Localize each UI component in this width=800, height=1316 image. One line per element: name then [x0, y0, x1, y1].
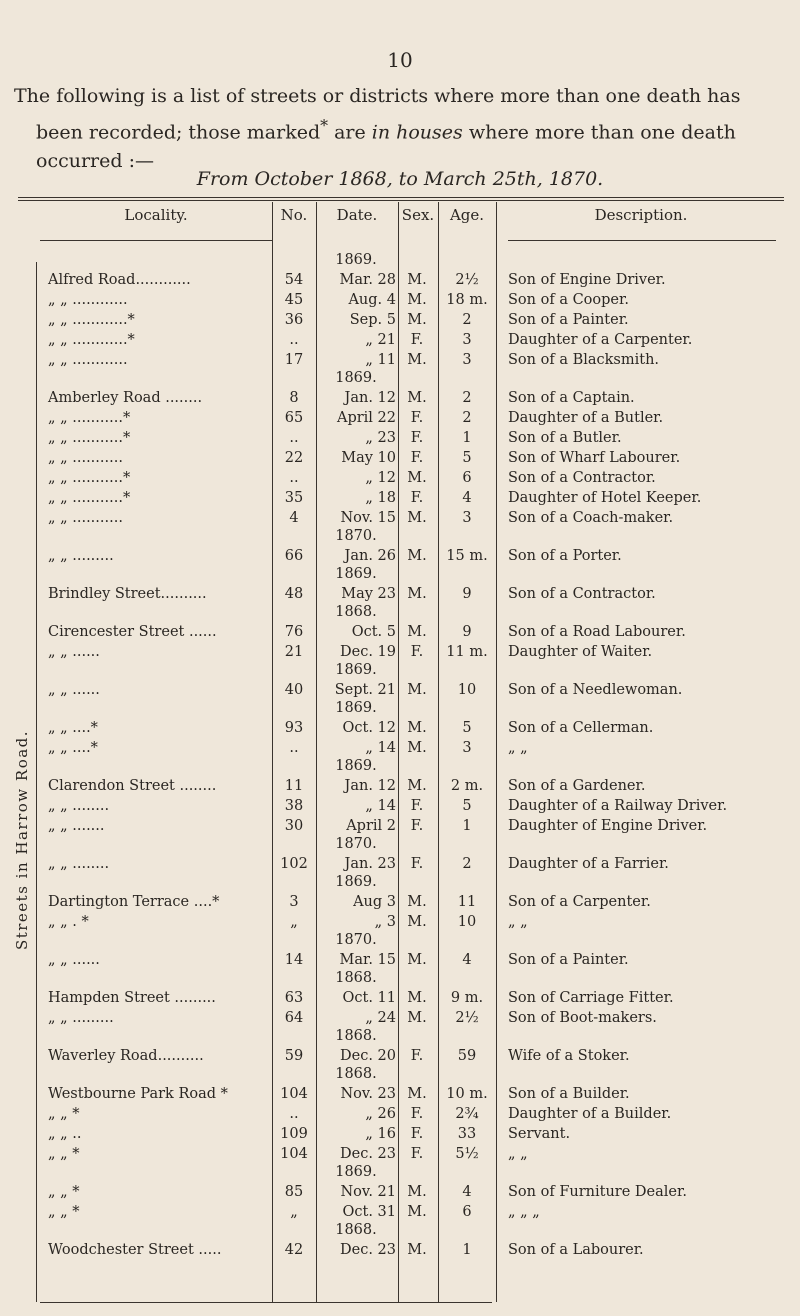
number-cell: „ [290, 1204, 298, 1220]
date-cell: Oct. 31 [342, 1204, 396, 1220]
table-row [0, 1240, 800, 1260]
date-cell: Jan. 12 [344, 390, 396, 406]
header-no: No. [280, 206, 308, 224]
locality-cell: „ „ ...........* [48, 430, 131, 446]
date-cell: Jan. 23 [344, 856, 396, 872]
date-cell: April 2 [346, 818, 396, 834]
locality-cell: Westbourne Park Road * [48, 1086, 228, 1102]
age-cell: 9 [462, 586, 472, 602]
number-cell: 65 [284, 410, 304, 426]
description-cell: Son of a Painter. [508, 312, 629, 328]
locality-cell: Clarendon Street ........ [48, 778, 217, 794]
age-cell: 5 [462, 720, 472, 736]
locality-cell: „ „ * [48, 1106, 80, 1122]
age-cell: 2 [462, 410, 472, 426]
sex-cell: M. [407, 1086, 427, 1102]
age-cell: 18 m. [446, 292, 488, 308]
number-cell: 3 [289, 894, 299, 910]
description-cell: Son of a Porter. [508, 548, 622, 564]
table-row [0, 912, 800, 932]
date-cell: „ 23 [365, 430, 396, 446]
locality-cell: „ „ ....... [48, 818, 105, 834]
year-label: 1869. [335, 566, 377, 582]
description-cell: Son of a Cooper. [508, 292, 629, 308]
age-cell: 2 [462, 312, 472, 328]
sex-cell: M. [407, 292, 427, 308]
number-cell: 54 [284, 272, 304, 288]
table-row [0, 796, 800, 816]
number-cell: 59 [284, 1048, 304, 1064]
description-cell: Daughter of Waiter. [508, 644, 653, 660]
description-cell: Son of a Butler. [508, 430, 622, 446]
table-row [0, 738, 800, 758]
number-cell: 48 [284, 586, 304, 602]
locality-cell: „ „ * [48, 1184, 80, 1200]
sex-cell: M. [407, 470, 427, 486]
sex-cell: M. [407, 1184, 427, 1200]
date-cell: „ 26 [365, 1106, 396, 1122]
sex-cell: F. [410, 856, 424, 872]
locality-cell: „ „ ...........* [48, 410, 131, 426]
year-label: 1869. [335, 370, 377, 386]
intro-italic: in houses [371, 121, 463, 144]
description-cell: Son of a Needlewoman. [508, 682, 683, 698]
table-row [0, 1104, 800, 1124]
number-cell: .. [289, 470, 299, 486]
locality-cell: Cirencester Street ...... [48, 624, 217, 640]
age-cell: 10 m. [446, 1086, 488, 1102]
sex-cell: M. [407, 272, 427, 288]
description-cell: Son of a Builder. [508, 1086, 630, 1102]
age-cell: 3 [462, 510, 472, 526]
description-cell: Son of Furniture Dealer. [508, 1184, 687, 1200]
date-cell: „ 11 [365, 352, 396, 368]
number-cell: 11 [284, 778, 304, 794]
intro-line-2c: where more than one death [462, 121, 736, 144]
age-cell: 1 [462, 1242, 472, 1258]
number-cell: 76 [284, 624, 304, 640]
sex-cell: M. [407, 720, 427, 736]
number-cell: „ [290, 914, 298, 930]
date-cell: Oct. 12 [342, 720, 396, 736]
table-row [0, 330, 800, 350]
description-cell: Wife of a Stoker. [508, 1048, 630, 1064]
number-cell: 8 [289, 390, 299, 406]
sex-cell: M. [407, 586, 427, 602]
description-cell: Son of a Cellerman. [508, 720, 654, 736]
sex-cell: F. [410, 430, 424, 446]
date-cell: Aug 3 [353, 894, 396, 910]
year-label: 1868. [335, 1066, 377, 1082]
header-description: Description. [594, 206, 688, 224]
date-cell: „ 3 [374, 914, 396, 930]
table-row [0, 310, 800, 330]
table-row [0, 776, 800, 796]
sex-cell: M. [407, 1010, 427, 1026]
description-cell: Son of a Road Labourer. [508, 624, 686, 640]
table-row [0, 546, 800, 566]
date-cell: April 22 [336, 410, 396, 426]
date-cell: Mar. 15 [339, 952, 396, 968]
number-cell: 93 [284, 720, 304, 736]
locality-cell: „ „ ...........* [48, 490, 131, 506]
number-cell: 38 [284, 798, 304, 814]
age-cell: 5½ [455, 1146, 479, 1162]
locality-cell: „ „ * [48, 1146, 80, 1162]
age-cell: 2 [462, 856, 472, 872]
sex-cell: F. [410, 798, 424, 814]
intro-line-2 [14, 111, 789, 147]
sex-cell: F. [410, 490, 424, 506]
age-cell: 11 m. [446, 644, 488, 660]
header-rule [508, 240, 776, 241]
date-cell: Nov. 21 [340, 1184, 396, 1200]
age-cell: 1 [462, 430, 472, 446]
age-cell: 5 [462, 798, 472, 814]
intro-line-2b: are [328, 121, 372, 144]
number-cell: 17 [284, 352, 304, 368]
locality-cell: „ „ ......... [48, 1010, 114, 1026]
sex-cell: M. [407, 312, 427, 328]
side-label-text: Streets in Harrow Road. [13, 729, 31, 951]
intro-line-3: occurred :— [36, 150, 154, 173]
description-cell: Son of Engine Driver. [508, 272, 666, 288]
year-label: 1869. [335, 758, 377, 774]
locality-cell: „ „ ...........* [48, 470, 131, 486]
age-cell: 10 [457, 682, 477, 698]
age-cell: 2 m. [450, 778, 484, 794]
table-row [0, 1144, 800, 1164]
header-rule [40, 240, 272, 241]
sex-cell: M. [407, 740, 427, 756]
sex-cell: M. [407, 390, 427, 406]
date-cell: Dec. 23 [340, 1146, 396, 1162]
number-cell: 64 [284, 1010, 304, 1026]
number-cell: .. [289, 1106, 299, 1122]
description-cell: Son of a Coach-maker. [508, 510, 674, 526]
date-cell: „ 14 [365, 798, 396, 814]
sex-cell: M. [407, 894, 427, 910]
table-row [0, 718, 800, 738]
header-date: Date. [336, 206, 378, 224]
year-label: 1870. [335, 528, 377, 544]
locality-cell: „ „ ......... [48, 548, 114, 564]
asterisk-mark: * [320, 116, 329, 135]
sex-cell: M. [407, 510, 427, 526]
table-row [0, 270, 800, 290]
age-cell: 9 m. [450, 990, 484, 1006]
locality-cell: „ „ ............ [48, 352, 128, 368]
description-cell: Son of a Blacksmith. [508, 352, 660, 368]
locality-cell: „ „ * [48, 1204, 80, 1220]
number-cell: 14 [284, 952, 304, 968]
sex-cell: M. [407, 352, 427, 368]
sex-cell: F. [410, 450, 424, 466]
locality-cell: „ „ ........... [48, 510, 123, 526]
table-bottom-rule [40, 1302, 492, 1303]
sex-cell: M. [407, 682, 427, 698]
year-label: 1868. [335, 604, 377, 620]
description-cell: „ „ [508, 740, 528, 756]
locality-cell: „ „ .. [48, 1126, 82, 1142]
description-cell: Daughter of a Builder. [508, 1106, 672, 1122]
sex-cell: M. [407, 624, 427, 640]
date-cell: Nov. 15 [340, 510, 396, 526]
description-cell: Son of a Labourer. [508, 1242, 644, 1258]
table-row [0, 950, 800, 970]
locality-cell: „ „ ............* [48, 312, 135, 328]
age-cell: 2 [462, 390, 472, 406]
date-cell: Aug. 4 [348, 292, 396, 308]
age-cell: 3 [462, 332, 472, 348]
header-locality: Locality. [124, 206, 188, 224]
subtitle-text: From October 1868, to March 25th, 1870. [196, 168, 604, 190]
table-row [0, 1084, 800, 1104]
sex-cell: F. [410, 1048, 424, 1064]
table-row [0, 642, 800, 662]
date-cell: Mar. 28 [339, 272, 396, 288]
locality-cell: Amberley Road ........ [48, 390, 203, 406]
number-cell: 85 [284, 1184, 304, 1200]
description-cell: Son of a Painter. [508, 952, 629, 968]
intro-line-1: The following is a list of streets or districts where more than one death has [14, 85, 741, 107]
age-cell: 3 [462, 352, 472, 368]
date-cell: „ 24 [365, 1010, 396, 1026]
table-row [0, 1202, 800, 1222]
number-cell: 109 [280, 1126, 308, 1142]
locality-cell: „ „ ....* [48, 740, 98, 756]
number-cell: 42 [284, 1242, 304, 1258]
description-cell: „ „ [508, 914, 528, 930]
age-cell: 10 [457, 914, 477, 930]
number-cell: 4 [289, 510, 299, 526]
table-row [0, 508, 800, 528]
number-cell: 22 [284, 450, 304, 466]
sex-cell: F. [410, 1146, 424, 1162]
description-cell: Daughter of a Farrier. [508, 856, 669, 872]
date-cell: Dec. 19 [340, 644, 396, 660]
date-cell: Jan. 12 [344, 778, 396, 794]
year-label: 1870. [335, 836, 377, 852]
table-row [0, 408, 800, 428]
number-cell: 63 [284, 990, 304, 1006]
date-cell: „ 16 [365, 1126, 396, 1142]
number-cell: 40 [284, 682, 304, 698]
table-row [0, 1124, 800, 1144]
sex-cell: M. [407, 914, 427, 930]
description-cell: Daughter of Hotel Keeper. [508, 490, 702, 506]
sex-cell: F. [410, 410, 424, 426]
locality-cell: Waverley Road.......... [48, 1048, 204, 1064]
description-cell: Son of a Gardener. [508, 778, 646, 794]
description-cell: Daughter of a Butler. [508, 410, 664, 426]
sex-cell: M. [407, 1204, 427, 1220]
table-row [0, 1182, 800, 1202]
number-cell: 104 [280, 1086, 308, 1102]
table-row [0, 290, 800, 310]
table-row [0, 622, 800, 642]
locality-cell: Dartington Terrace ....* [48, 894, 220, 910]
age-cell: 1 [462, 818, 472, 834]
age-cell: 6 [462, 1204, 472, 1220]
age-cell: 4 [462, 952, 472, 968]
table-row [0, 1046, 800, 1066]
sex-cell: M. [407, 990, 427, 1006]
table-row [0, 428, 800, 448]
header-age: Age. [449, 206, 485, 224]
date-range-subtitle [0, 168, 800, 190]
date-cell: „ 21 [365, 332, 396, 348]
locality-cell: „ „ . * [48, 914, 89, 930]
number-cell: 104 [280, 1146, 308, 1162]
sex-cell: M. [407, 778, 427, 794]
locality-cell: „ „ ....* [48, 720, 98, 736]
age-cell: 59 [457, 1048, 477, 1064]
date-cell: May 10 [341, 450, 396, 466]
number-cell: 35 [284, 490, 304, 506]
description-cell: Servant. [508, 1126, 571, 1142]
locality-cell: „ „ ...... [48, 682, 100, 698]
year-label: 1870. [335, 932, 377, 948]
year-label: 1869. [335, 252, 377, 268]
date-cell: Oct. 5 [351, 624, 396, 640]
age-cell: 5 [462, 450, 472, 466]
date-cell: Jan. 26 [344, 548, 396, 564]
date-cell: May 23 [341, 586, 396, 602]
date-cell: „ 12 [365, 470, 396, 486]
age-cell: 4 [462, 490, 472, 506]
year-label: 1869. [335, 874, 377, 890]
description-cell: Daughter of a Carpenter. [508, 332, 693, 348]
table-row [0, 892, 800, 912]
description-cell: „ „ [508, 1146, 528, 1162]
number-cell: 21 [284, 644, 304, 660]
locality-cell: „ „ ............* [48, 332, 135, 348]
sex-cell: F. [410, 332, 424, 348]
sex-cell: M. [407, 952, 427, 968]
age-cell: 9 [462, 624, 472, 640]
table-row [0, 468, 800, 488]
number-cell: .. [289, 740, 299, 756]
description-cell: Son of Carriage Fitter. [508, 990, 674, 1006]
table-row [0, 448, 800, 468]
table-row [0, 988, 800, 1008]
page-number: 10 [387, 48, 413, 72]
table-top-rule [18, 197, 784, 198]
year-label: 1869. [335, 1164, 377, 1180]
description-cell: Son of a Contractor. [508, 586, 656, 602]
locality-cell: Woodchester Street ..... [48, 1242, 222, 1258]
description-cell: Daughter of a Railway Driver. [508, 798, 728, 814]
description-cell: Son of Boot-makers. [508, 1010, 657, 1026]
intro-paragraph [14, 82, 789, 176]
locality-cell: „ „ ........ [48, 798, 110, 814]
date-cell: „ 18 [365, 490, 396, 506]
table-row [0, 680, 800, 700]
sex-cell: M. [407, 548, 427, 564]
table-row [0, 488, 800, 508]
sex-cell: F. [410, 818, 424, 834]
year-label: 1869. [335, 700, 377, 716]
table-row [0, 816, 800, 836]
table-row [0, 854, 800, 874]
number-cell: 36 [284, 312, 304, 328]
locality-cell: „ „ ...... [48, 952, 100, 968]
locality-cell: „ „ ........ [48, 856, 110, 872]
age-cell: 11 [457, 894, 477, 910]
locality-cell: Brindley Street.......... [48, 586, 207, 602]
description-cell: Son of Wharf Labourer. [508, 450, 681, 466]
locality-cell: Alfred Road............ [48, 272, 191, 288]
date-cell: „ 14 [365, 740, 396, 756]
date-cell: Nov. 23 [340, 1086, 396, 1102]
locality-cell: „ „ ........... [48, 450, 123, 466]
age-cell: 4 [462, 1184, 472, 1200]
number-cell: 30 [284, 818, 304, 834]
number-cell: .. [289, 332, 299, 348]
sex-cell: M. [407, 1242, 427, 1258]
date-cell: Sep. 5 [349, 312, 396, 328]
locality-cell: „ „ ...... [48, 644, 100, 660]
date-cell: Dec. 23 [340, 1242, 396, 1258]
sex-cell: F. [410, 644, 424, 660]
number-cell: 45 [284, 292, 304, 308]
sex-cell: F. [410, 1106, 424, 1122]
age-cell: 33 [457, 1126, 477, 1142]
locality-cell: Hampden Street ......... [48, 990, 216, 1006]
age-cell: 3 [462, 740, 472, 756]
description-cell: Daughter of Engine Driver. [508, 818, 708, 834]
year-label: 1868. [335, 970, 377, 986]
number-cell: 66 [284, 548, 304, 564]
table-row [0, 388, 800, 408]
year-label: 1868. [335, 1028, 377, 1044]
table-row [0, 350, 800, 370]
age-cell: 6 [462, 470, 472, 486]
sex-cell: F. [410, 1126, 424, 1142]
age-cell: 15 m. [446, 548, 488, 564]
date-cell: Sept. 21 [334, 682, 396, 698]
intro-line-2a: been recorded; those marked [36, 121, 321, 144]
age-cell: 2½ [455, 272, 479, 288]
description-cell: Son of a Captain. [508, 390, 635, 406]
locality-cell: „ „ ............ [48, 292, 128, 308]
description-cell: Son of a Carpenter. [508, 894, 651, 910]
number-cell: .. [289, 430, 299, 446]
age-cell: 2¾ [455, 1106, 479, 1122]
table-row [0, 584, 800, 604]
date-cell: Dec. 20 [340, 1048, 396, 1064]
table-row [0, 1008, 800, 1028]
year-label: 1868. [335, 1222, 377, 1238]
date-cell: Oct. 11 [342, 990, 396, 1006]
description-cell: Son of a Contractor. [508, 470, 656, 486]
header-sex: Sex. [401, 206, 435, 224]
description-cell: „ „ „ [508, 1204, 540, 1220]
age-cell: 2½ [455, 1010, 479, 1026]
table-top-rule-2 [18, 200, 784, 201]
year-label: 1869. [335, 662, 377, 678]
number-cell: 102 [280, 856, 308, 872]
